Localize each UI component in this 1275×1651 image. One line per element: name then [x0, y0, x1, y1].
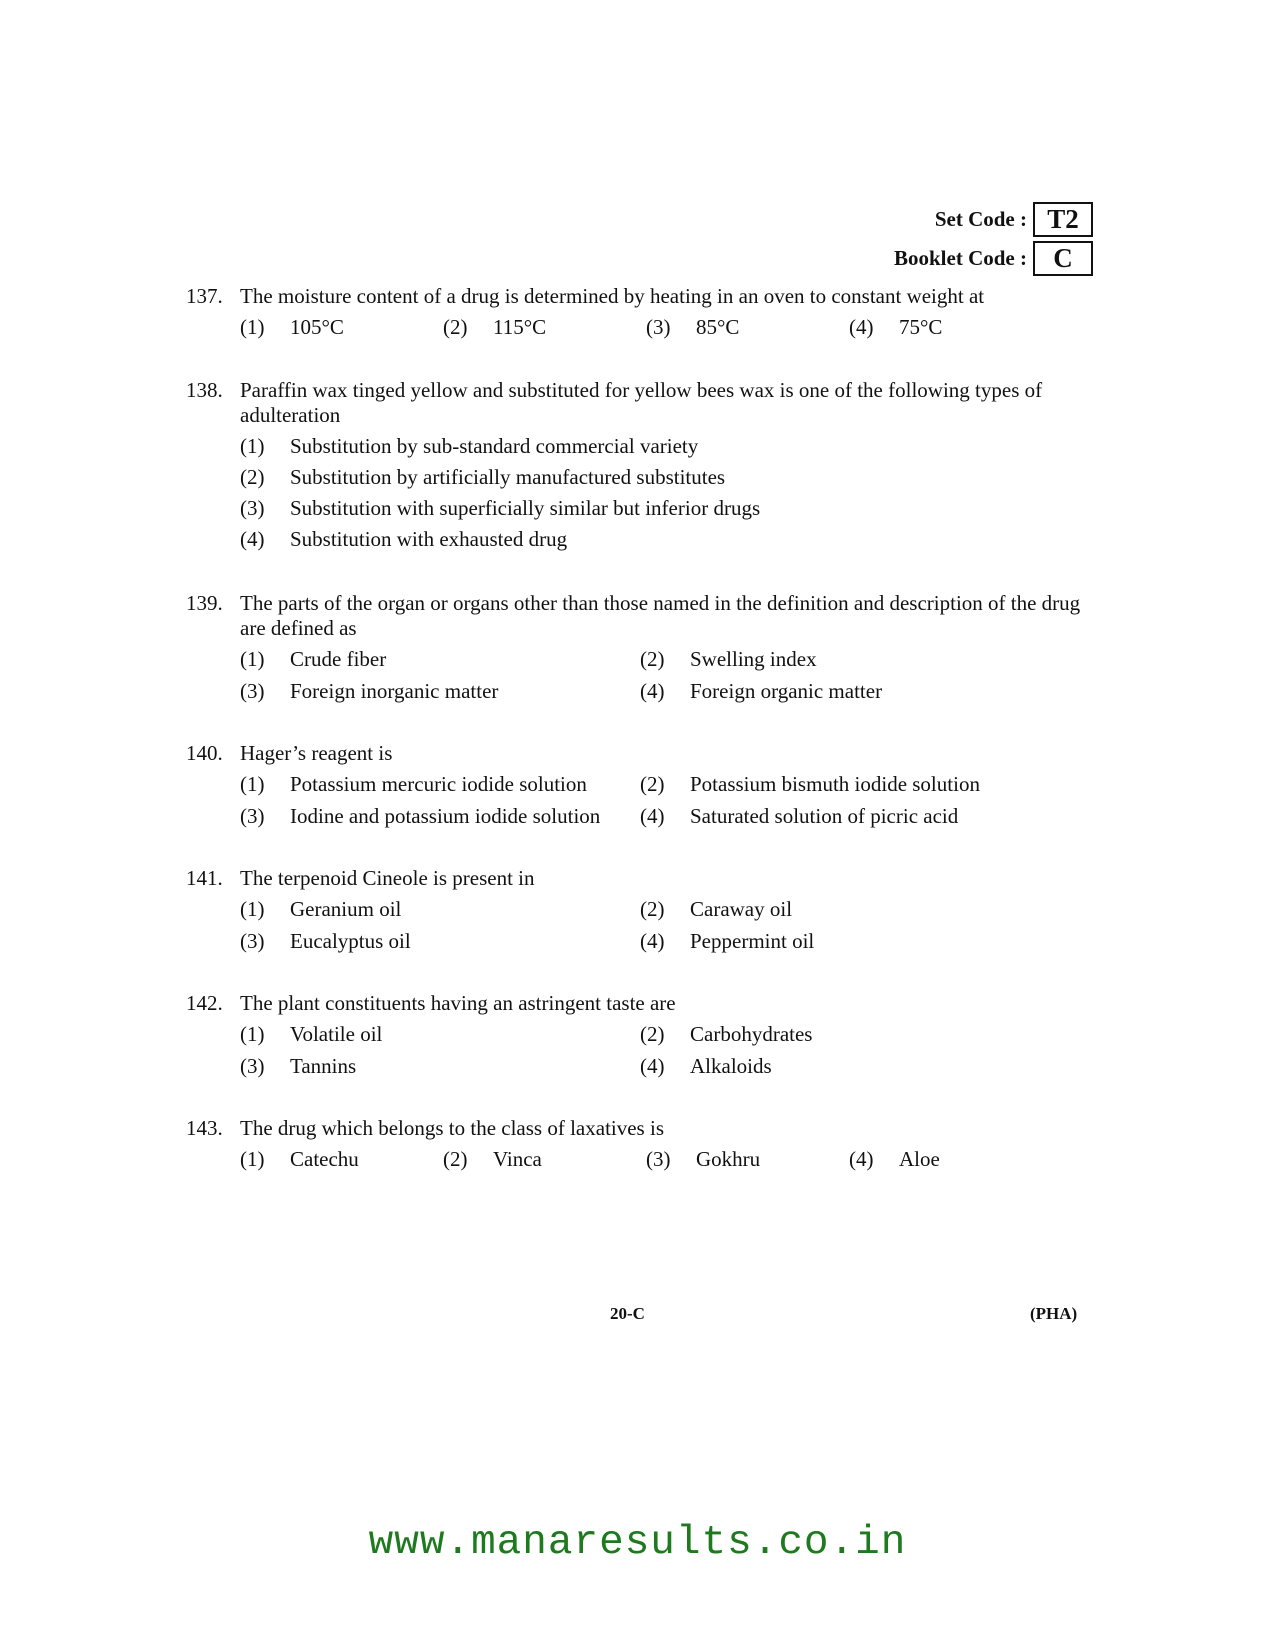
- option-number: (2): [443, 315, 468, 339]
- question-143: [186, 1116, 1086, 1172]
- option-number: (1): [240, 315, 265, 339]
- option-text: Gokhru: [696, 1147, 761, 1171]
- option-text: Swelling index: [690, 647, 817, 671]
- question-138: [186, 378, 1086, 558]
- option-number: (1): [240, 1022, 265, 1046]
- options: [240, 315, 1086, 340]
- set-code-row: [894, 202, 1093, 237]
- option-number: (4): [640, 804, 665, 828]
- set-code-label: Set Code :: [934, 207, 1027, 231]
- option-text: Alkaloids: [690, 1054, 772, 1078]
- option-number: (4): [640, 679, 665, 703]
- question-140: [186, 741, 1086, 829]
- option-4[interactable]: [640, 1054, 1060, 1079]
- option-text: Crude fiber: [290, 647, 387, 671]
- option-2[interactable]: [640, 772, 1060, 797]
- option-text: Saturated solution of picric acid: [690, 804, 959, 828]
- option-1[interactable]: [240, 315, 443, 340]
- question-text: The drug which belongs to the class of laxatives is: [240, 1116, 664, 1140]
- option-4[interactable]: [240, 527, 1086, 552]
- option-3[interactable]: [646, 315, 849, 340]
- question-number: 140.: [186, 741, 223, 765]
- option-text: Iodine and potassium iodide solution: [290, 804, 601, 828]
- booklet-code-box: C: [1033, 241, 1093, 276]
- question-139: [186, 591, 1086, 704]
- question-141: [186, 866, 1086, 954]
- option-text: Aloe: [899, 1147, 940, 1171]
- option-text: Substitution with exhausted drug: [290, 527, 568, 551]
- option-4[interactable]: [640, 804, 1060, 829]
- option-1[interactable]: [240, 647, 640, 672]
- option-text: Eucalyptus oil: [290, 929, 411, 953]
- option-3[interactable]: [240, 496, 1086, 521]
- option-text: Potassium mercuric iodide solution: [290, 772, 587, 796]
- option-text: Foreign inorganic matter: [290, 679, 499, 703]
- option-number: (1): [240, 1147, 265, 1171]
- option-text: Volatile oil: [290, 1022, 383, 1046]
- options: [240, 434, 1086, 552]
- option-number: (2): [640, 1022, 665, 1046]
- option-number: (2): [640, 897, 665, 921]
- exam-codes: [894, 202, 1093, 280]
- question-142: [186, 991, 1086, 1079]
- option-number: (2): [640, 647, 665, 671]
- set-code-box: T2: [1033, 202, 1093, 237]
- option-number: (1): [240, 647, 265, 671]
- option-number: (4): [640, 929, 665, 953]
- question-number: 141.: [186, 866, 223, 890]
- options: [240, 1147, 1086, 1172]
- option-1[interactable]: [240, 434, 1086, 459]
- option-number: (2): [640, 772, 665, 796]
- option-number: (1): [240, 772, 265, 796]
- option-number: (3): [240, 1054, 265, 1078]
- option-3[interactable]: [240, 1054, 640, 1079]
- option-number: (3): [240, 679, 265, 703]
- option-2[interactable]: [443, 1147, 646, 1172]
- option-text: Foreign organic matter: [690, 679, 883, 703]
- booklet-code-label: Booklet Code :: [894, 246, 1027, 270]
- option-number: (4): [849, 1147, 874, 1171]
- option-text: 85°C: [696, 315, 740, 339]
- option-text: 115°C: [493, 315, 547, 339]
- option-text: Peppermint oil: [690, 929, 815, 953]
- subject-code: (PHA): [1030, 1304, 1078, 1323]
- option-2[interactable]: [640, 897, 1060, 922]
- option-number: (3): [646, 1147, 671, 1171]
- option-3[interactable]: [646, 1147, 849, 1172]
- question-number: 143.: [186, 1116, 223, 1140]
- option-1[interactable]: [240, 1147, 443, 1172]
- option-4[interactable]: [640, 929, 1060, 954]
- question-text: The terpenoid Cineole is present in: [240, 866, 535, 890]
- option-number: (3): [240, 496, 265, 520]
- option-number: (3): [240, 804, 265, 828]
- question-number: 142.: [186, 991, 223, 1015]
- option-3[interactable]: [240, 804, 640, 829]
- question-text: The plant constituents having an astringent taste are: [240, 991, 676, 1015]
- option-number: (3): [240, 929, 265, 953]
- question-number: 137.: [186, 284, 223, 308]
- option-text: Substitution with superficially similar but inferior drugs: [290, 496, 761, 520]
- option-2[interactable]: [640, 647, 1060, 672]
- option-text: Geranium oil: [290, 897, 402, 921]
- option-text: 75°C: [899, 315, 943, 339]
- options: [240, 772, 1086, 829]
- option-text: Substitution by artificially manufactured substitutes: [290, 465, 726, 489]
- option-4[interactable]: [849, 315, 1052, 340]
- option-2[interactable]: [240, 465, 1086, 490]
- question-137: [186, 284, 1086, 340]
- question-number: 139.: [186, 591, 223, 615]
- option-1[interactable]: [240, 897, 640, 922]
- option-number: (2): [240, 465, 265, 489]
- option-3[interactable]: [240, 929, 640, 954]
- option-2[interactable]: [640, 1022, 1060, 1047]
- option-text: 105°C: [290, 315, 344, 339]
- option-4[interactable]: [640, 679, 1060, 704]
- website-watermark: www.manaresults.co.in: [368, 1520, 907, 1566]
- option-4[interactable]: [849, 1147, 1052, 1172]
- option-3[interactable]: [240, 679, 640, 704]
- options: [240, 897, 1086, 954]
- option-text: Potassium bismuth iodide solution: [690, 772, 980, 796]
- option-text: Catechu: [290, 1147, 359, 1171]
- option-number: (1): [240, 434, 265, 458]
- option-text: Tannins: [290, 1054, 357, 1078]
- option-text: Caraway oil: [690, 897, 793, 921]
- option-number: (4): [849, 315, 874, 339]
- options: [240, 1022, 1086, 1079]
- option-text: Substitution by sub-standard commercial variety: [290, 434, 699, 458]
- question-text: The moisture content of a drug is determined by heating in an oven to constant weight at: [240, 284, 985, 308]
- option-number: (2): [443, 1147, 468, 1171]
- question-text: The parts of the organ or organs other than those named in the definition and description of the drug are defined as: [240, 591, 1081, 640]
- option-number: (3): [646, 315, 671, 339]
- option-number: (4): [240, 527, 265, 551]
- question-text: Paraffin wax tinged yellow and substituted for yellow bees wax is one of the following types of adulteration: [240, 378, 1043, 427]
- page-code: 20-C: [610, 1304, 645, 1323]
- option-text: Vinca: [493, 1147, 542, 1171]
- question-number: 138.: [186, 378, 223, 402]
- option-2[interactable]: [443, 315, 646, 340]
- booklet-code-row: [894, 241, 1093, 276]
- option-text: Carbohydrates: [690, 1022, 813, 1046]
- question-text: Hager’s reagent is: [240, 741, 393, 765]
- options: [240, 647, 1086, 704]
- option-number: (1): [240, 897, 265, 921]
- option-1[interactable]: [240, 772, 640, 797]
- option-1[interactable]: [240, 1022, 640, 1047]
- option-number: (4): [640, 1054, 665, 1078]
